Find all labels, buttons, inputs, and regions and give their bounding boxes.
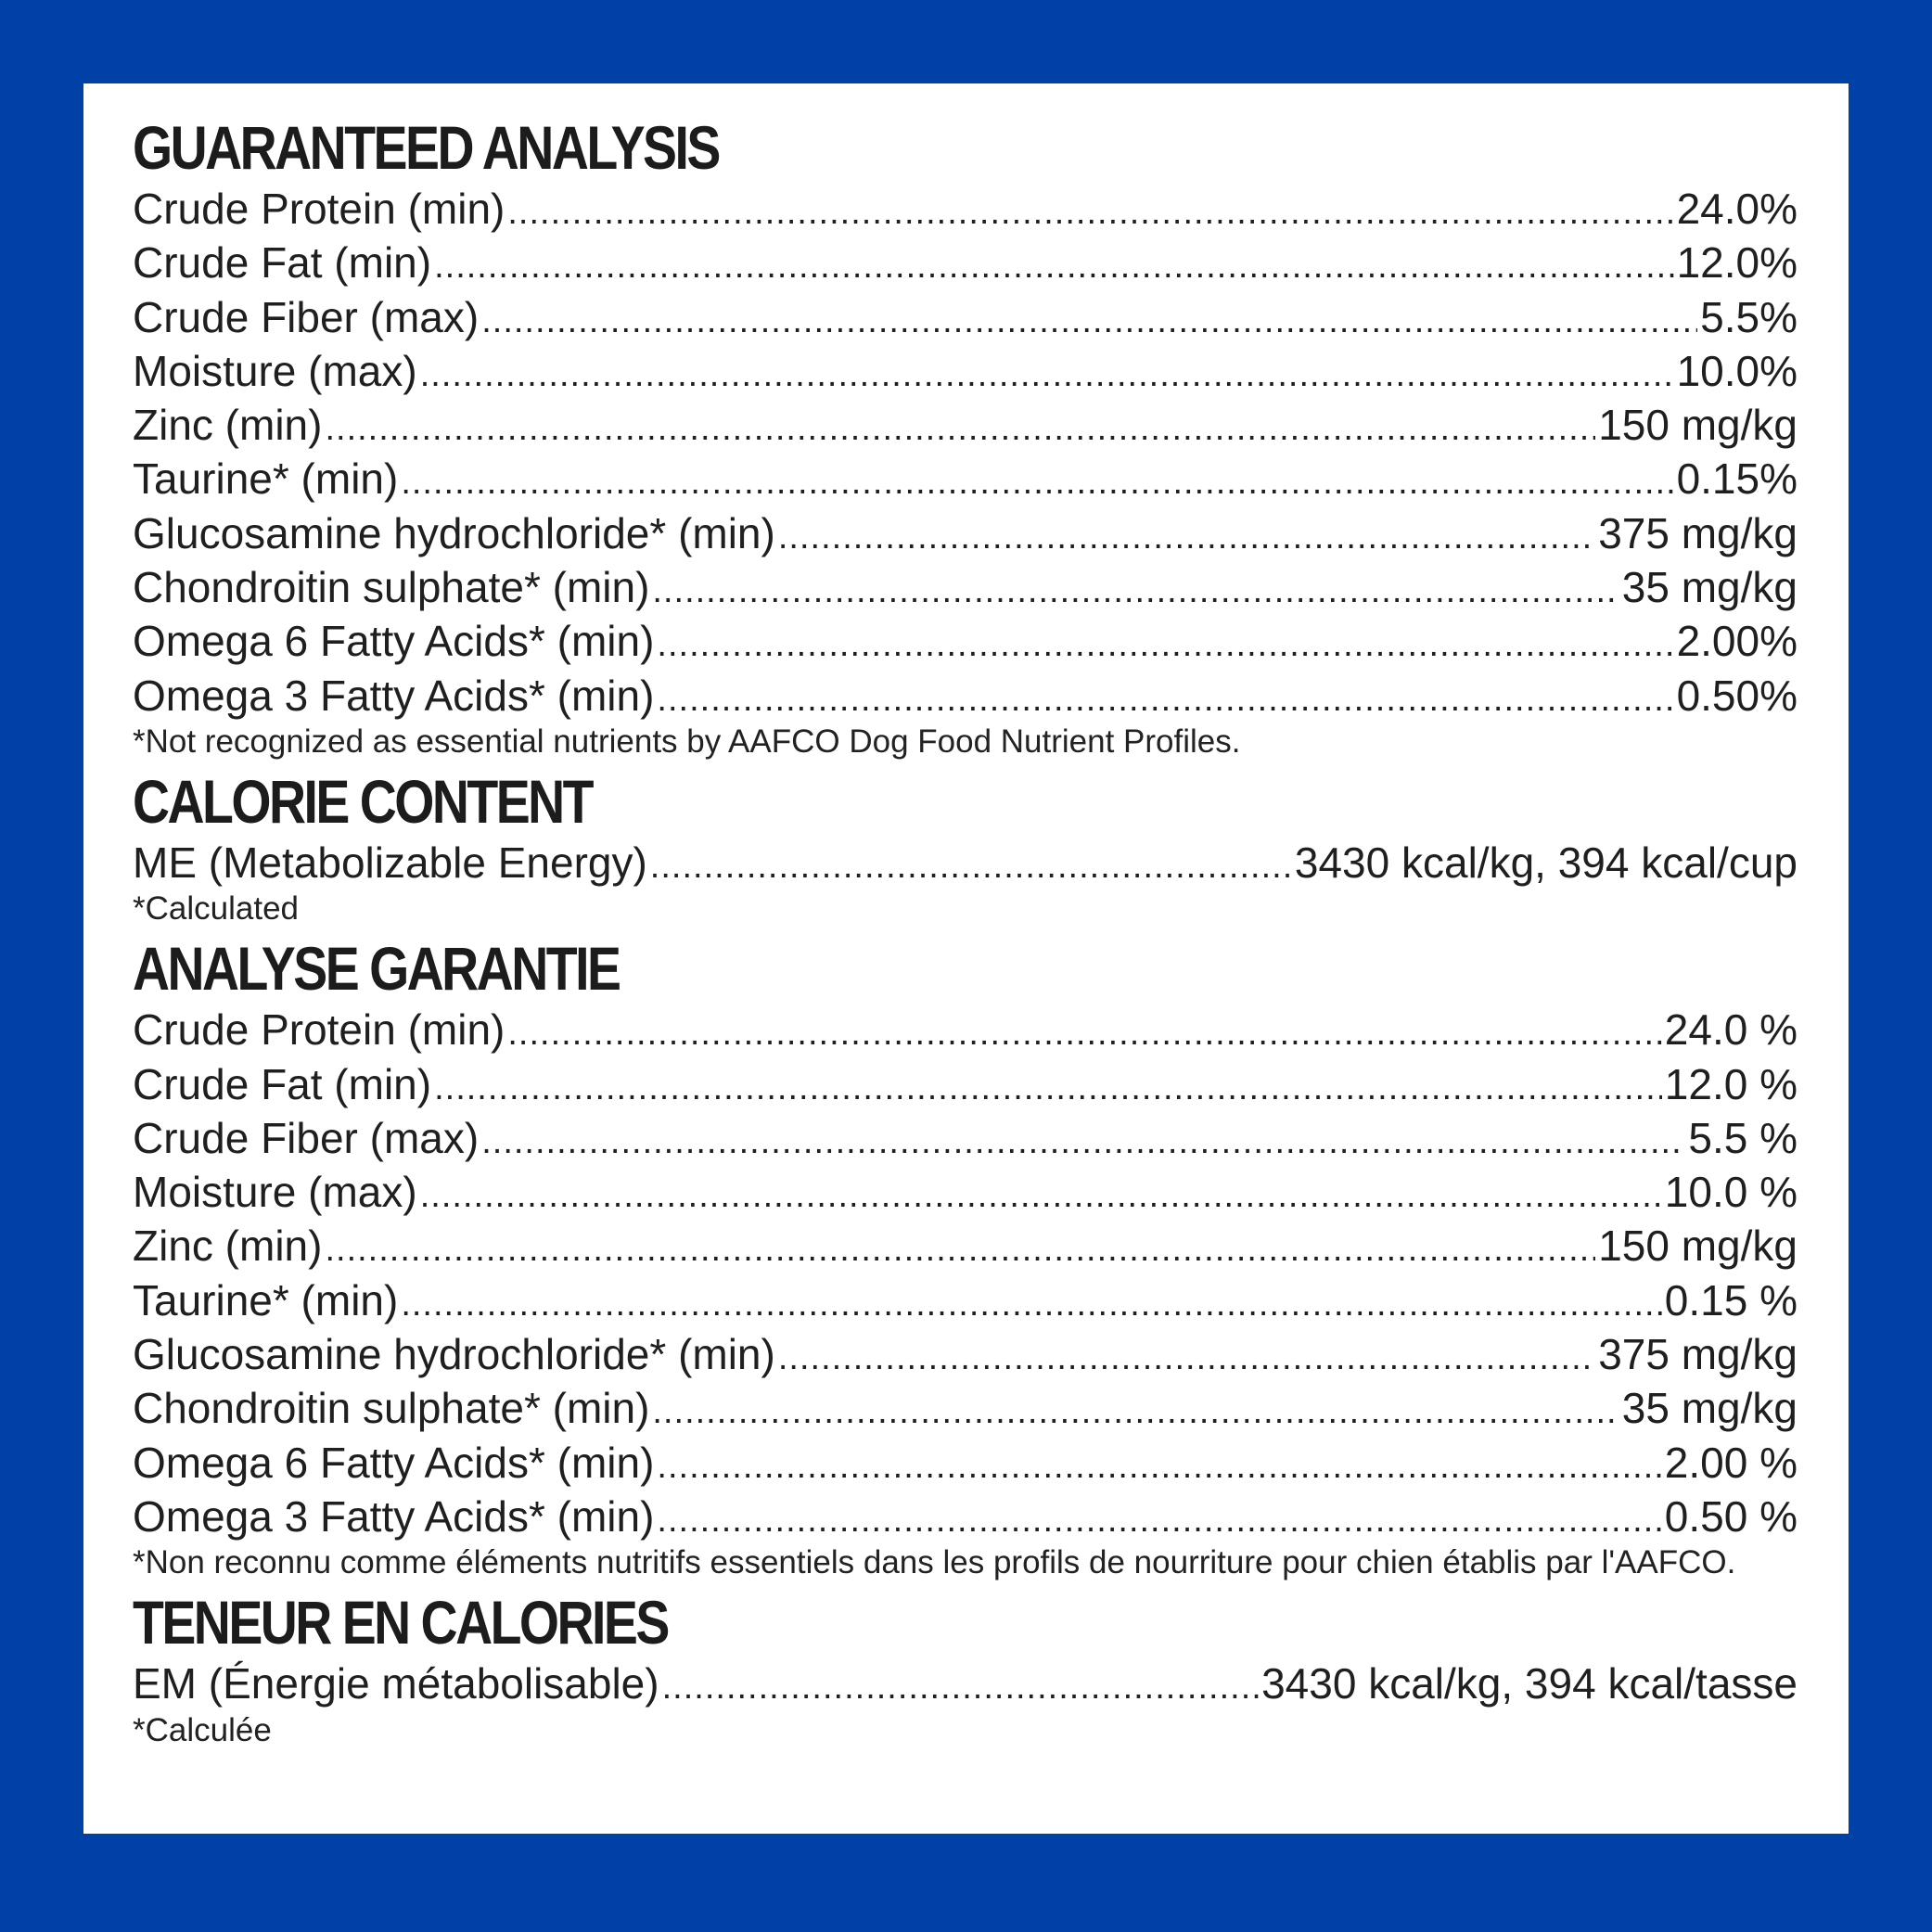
- table-row: [133, 290, 1798, 344]
- dot-leader: [401, 455, 1673, 505]
- guaranteed-analysis-list: [133, 182, 1798, 723]
- row-label: Crude Fat (min): [133, 1059, 432, 1108]
- row-label: Zinc (min): [133, 1222, 323, 1271]
- guaranteed-analysis-title: GUARANTEED ANALYSIS: [133, 113, 719, 182]
- row-value: 375 mg/kg: [1598, 1330, 1798, 1379]
- dot-leader: [778, 1331, 1595, 1381]
- row-label: Glucosamine hydrochloride* (min): [133, 1330, 775, 1379]
- guaranteed-analysis-footnote: *Not recognized as essential nutrients by AAFCO Dog Food Nutrient Profiles.: [133, 723, 1241, 760]
- dot-leader: [434, 239, 1673, 289]
- table-row: [133, 452, 1798, 505]
- row-label: Chondroitin sulphate* (min): [133, 1384, 650, 1433]
- row-value: 0.15%: [1676, 454, 1798, 504]
- dot-leader: [778, 510, 1595, 560]
- teneur-calories-title: TENEUR EN CALORIES: [133, 1588, 668, 1657]
- table-row: [133, 1381, 1798, 1435]
- row-value: 24.0%: [1676, 185, 1798, 233]
- dot-leader: [657, 1493, 1661, 1543]
- table-row: [133, 1436, 1798, 1490]
- table-row: [133, 1111, 1798, 1165]
- row-value: 35 mg/kg: [1621, 1384, 1798, 1433]
- dot-leader: [481, 1115, 1685, 1165]
- row-value: 24.0 %: [1664, 1005, 1798, 1055]
- calorie-content-title: CALORIE CONTENT: [133, 766, 593, 836]
- table-row: [133, 506, 1798, 560]
- analyse-garantie-title: ANALYSE GARANTIE: [133, 934, 620, 1004]
- row-label: Omega 6 Fatty Acids* (min): [133, 1438, 655, 1487]
- row-label: Taurine* (min): [133, 1275, 399, 1324]
- nutrition-panel: [83, 83, 1849, 1834]
- row-label: Omega 6 Fatty Acids* (min): [133, 617, 655, 666]
- table-row: [133, 182, 1798, 236]
- dot-leader: [650, 839, 1292, 889]
- table-row: [133, 560, 1798, 614]
- row-label: ME (Metabolizable Energy): [133, 838, 647, 887]
- row-label: Glucosamine hydrochloride* (min): [133, 508, 775, 557]
- row-label: Taurine* (min): [133, 454, 399, 504]
- dot-leader: [652, 564, 1619, 614]
- dot-leader: [657, 672, 1673, 723]
- row-label: Crude Fat (min): [133, 238, 432, 288]
- dot-leader: [420, 348, 1674, 398]
- row-value: 12.0 %: [1664, 1059, 1798, 1108]
- dot-leader: [325, 1222, 1595, 1273]
- row-value: 3430 kcal/kg, 394 kcal/cup: [1294, 838, 1798, 887]
- dot-leader: [652, 1385, 1619, 1435]
- dot-leader: [507, 1006, 1661, 1056]
- dot-leader: [481, 294, 1697, 344]
- row-label: Moisture (max): [133, 1168, 417, 1217]
- table-row: [133, 1165, 1798, 1219]
- row-value: 0.50%: [1676, 671, 1798, 720]
- table-row: [133, 1003, 1798, 1056]
- row-label: Chondroitin sulphate* (min): [133, 563, 650, 612]
- row-label: Moisture (max): [133, 346, 417, 395]
- row-label: Crude Protein (min): [133, 185, 505, 233]
- calorie-row: [133, 1657, 1798, 1710]
- table-row: [133, 1273, 1798, 1327]
- row-label: Crude Protein (min): [133, 1005, 505, 1055]
- calorie-row: [133, 836, 1798, 889]
- row-value: 150 mg/kg: [1598, 1222, 1798, 1271]
- row-value: 10.0%: [1676, 346, 1798, 395]
- dot-leader: [507, 186, 1673, 236]
- calorie-footnote: *Calculated: [133, 890, 299, 928]
- row-value: 0.50 %: [1664, 1491, 1798, 1541]
- dot-leader: [401, 1277, 1661, 1327]
- analyse-garantie-list: [133, 1003, 1798, 1543]
- dot-leader: [325, 402, 1595, 452]
- table-row: [133, 1219, 1798, 1273]
- row-value: 375 mg/kg: [1598, 508, 1798, 557]
- row-label: Crude Fiber (max): [133, 1113, 480, 1162]
- table-row: [133, 1490, 1798, 1543]
- dot-leader: [662, 1660, 1260, 1710]
- row-value: 5.5%: [1700, 292, 1798, 341]
- row-value: 35 mg/kg: [1621, 563, 1798, 612]
- row-value: 5.5 %: [1688, 1113, 1798, 1162]
- row-label: Omega 3 Fatty Acids* (min): [133, 1491, 655, 1541]
- row-value: 3430 kcal/kg, 394 kcal/tasse: [1261, 1659, 1798, 1708]
- row-value: 2.00 %: [1664, 1438, 1798, 1487]
- row-label: Zinc (min): [133, 401, 323, 450]
- row-label: EM (Énergie métabolisable): [133, 1659, 659, 1708]
- row-label: Omega 3 Fatty Acids* (min): [133, 671, 655, 720]
- table-row: [133, 344, 1798, 398]
- table-row: [133, 669, 1798, 723]
- table-row: [133, 614, 1798, 668]
- row-value: 10.0 %: [1664, 1168, 1798, 1217]
- table-row: [133, 1057, 1798, 1111]
- row-value: 12.0%: [1676, 238, 1798, 288]
- dot-leader: [657, 1439, 1661, 1490]
- teneur-calories-footnote: *Calculée: [133, 1711, 272, 1748]
- row-value: 0.15 %: [1664, 1275, 1798, 1324]
- dot-leader: [657, 618, 1673, 668]
- table-row: [133, 236, 1798, 289]
- dot-leader: [420, 1169, 1662, 1219]
- table-row: [133, 398, 1798, 452]
- row-label: Crude Fiber (max): [133, 292, 480, 341]
- analyse-garantie-footnote: *Non reconnu comme éléments nutritifs essentiels dans les profils de nourriture pour chien établis par l'AAFCO.: [133, 1544, 1736, 1581]
- table-row: [133, 1327, 1798, 1381]
- row-value: 2.00%: [1676, 617, 1798, 666]
- dot-leader: [434, 1061, 1662, 1111]
- row-value: 150 mg/kg: [1598, 401, 1798, 450]
